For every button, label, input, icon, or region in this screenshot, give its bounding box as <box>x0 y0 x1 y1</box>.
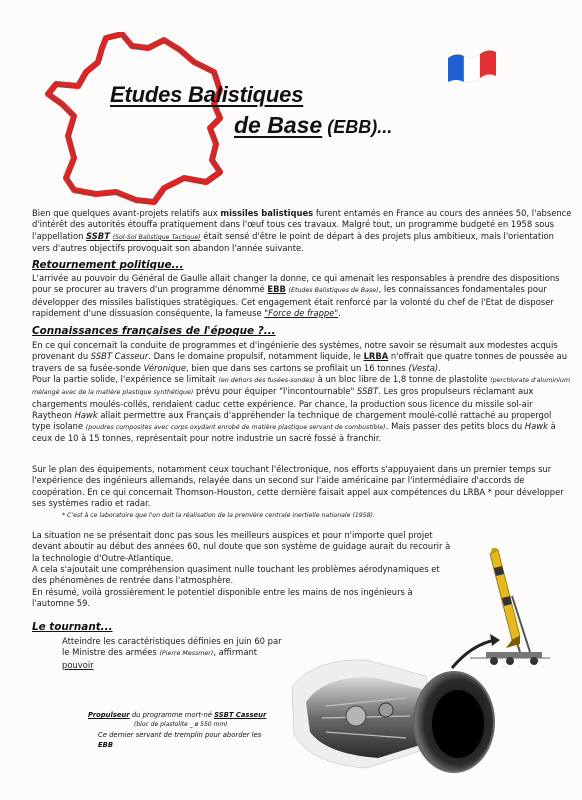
retournement-ebb-def: (Etudes Balistiques de Base) <box>288 287 379 295</box>
connaissances-paragraph-f: En résumé, voilà grossièrement le potentiel disponible entre les mains de nos ingénieurs à l'automne 59. <box>32 587 413 609</box>
intro-text: était sensé d'être le point de départ à des projets plus ambitieux, mais l'orientation vers d'autres objectifs provoquait son abandon l'année suivante. <box>32 230 554 253</box>
retournement-paragraph <box>32 273 572 319</box>
hawk: Hawk <box>524 421 548 432</box>
france-map-icon <box>44 32 234 212</box>
connaissances-text: . <box>438 362 441 373</box>
title-suffix: (EBB)... <box>322 117 393 137</box>
connaissances-text: . Mais passer des petits blocs du <box>385 421 525 432</box>
caption-line3 <box>88 730 278 750</box>
ssbt-casseur: SSBT Casseur <box>90 351 149 362</box>
caption-text: du programme mort-né <box>129 711 215 719</box>
connaissances-text: n'offrait que quatre tonnes de poussée au travers de sa fusée-sonde <box>32 351 568 373</box>
connaissances-text: . Les gros propulseurs réclamant aux chargements moulés-collés, rendaient caduc cette expérience. Par chance, la production sous licence du missile sol-air Raytheon <box>32 386 534 420</box>
connaissances-text: Pour la partie solide, l'expérience se limitait <box>32 374 219 384</box>
retournement-text: , les connaissances fondamentales pour développer des missiles balistiques stratégiques. Cet engagement était renforcé par la volonté du chef de l'Etat de disposer rapidement d'une dissuasion conséquente, la fameuse <box>32 284 554 318</box>
aside-note: (en dehors des fusées-sondes) <box>218 377 315 384</box>
intro-bold: missiles balistiques <box>220 208 314 218</box>
connaissances-text: allait permettre aux Français d'appréhender la technique de chargement moulé-collé rattaché au propergol type isolane <box>32 409 552 432</box>
retournement-text: L'arrivée au pouvoir du Général de Gaulle allait changer la donne, ce qui amenait les responsables à prendre des dispositions pour se procurer au travers d'un programme dénommé <box>32 273 560 295</box>
retournement-ebb: EBB <box>267 284 286 295</box>
intro-text: furent entamés en France au cours des années 50, l'absence d'intérêt des autorités étouffa pratiquement dans l'œuf tous ces travaux. Malgré tout, un programme budgeté en 1958 sous l'appellation <box>32 208 572 241</box>
section-heading-tournant: Le tournant... <box>32 621 113 633</box>
connaissances-text: Sur le plan des équipements, notamment ceux touchant l'électronique, nos efforts s'appuyaient dans un premier temps sur l'expérience des ingénieurs allemands, relayée dans un second sur l'aide américaine par l'intermédiaire d'accords de coopération. En ce qui concernait Thomson-Houston, cette dernière faisait appel aux compétences du LRBA * pour développer ses systèmes radio et radar. <box>32 464 564 508</box>
messmer: (Pierre Messmer) <box>159 650 214 658</box>
footnote-lrba: * C'est à ce laboratoire que l'on doit la réalisation de la première centrale inertielle nationale (1958). <box>62 512 375 519</box>
connaissances-paragraph-e: A cela s'ajoutait une compréhension quasiment nulle touchant les problèmes aérodynamiques et des phénomènes de rentrée dans l'atmosphère. <box>32 564 440 586</box>
connaissances-text: à ceux de 10 à 15 tonnes, représentait pour notre industrie un sacré fossé à franchir. <box>32 421 556 444</box>
intro-paragraph <box>32 208 572 254</box>
connaissances-paragraph-d: La situation ne se présentait donc pas sous les meilleurs auspices et pour n'importe quel projet devant aboutir au début des années 60, nul doute que son système de guidage aurait du recourir à la technologie d'Outre-Atlantique. <box>32 530 451 563</box>
connaissances-text: à un bloc libre de 1,8 tonne de plastolite <box>314 374 491 384</box>
lrba: LRBA <box>363 351 389 362</box>
ssbt: SSBT <box>357 386 379 397</box>
hawk: Hawk <box>74 409 98 420</box>
tournant-paragraph <box>62 636 284 671</box>
connaissances-text: , bien que dans ses cartons se profilait un 16 tonnes <box>185 362 409 373</box>
title-main: de Base <box>234 112 323 138</box>
connaissances-paragraph-c <box>32 464 572 509</box>
tournant-text: Atteindre les caractéristiques définies en juin 60 par le Ministre des armées <box>62 636 282 658</box>
connaissances-text: prévu pour équiper "l'incontournable" <box>193 386 358 397</box>
tournant-text: pouvoir <box>62 659 94 670</box>
caption-ebb: EBB <box>98 741 114 749</box>
aside-note: (poudres composites avec corps oxydant enrobé de matière plastique servant de combustible) <box>85 424 386 432</box>
caption-ssbt-casseur: SSBT Casseur <box>214 711 267 719</box>
section-heading-retournement: Retournement politique... <box>32 259 184 271</box>
intro-ssbt-def: (Sol-Sol Balistique Tactique) <box>112 233 201 241</box>
page-title-line2 <box>234 112 392 139</box>
caption-propulseur: Propulseur <box>88 711 130 719</box>
page-title-line1: Etudes Balistiques <box>110 82 304 107</box>
intro-ssbt: SSBT <box>86 230 110 241</box>
tournant-text: , affirmant <box>213 647 258 658</box>
section-heading-connaissances: Connaissances françaises de l'époque ?... <box>32 325 276 337</box>
propulsion-motor-photo <box>286 646 500 776</box>
retournement-text: . <box>338 307 341 318</box>
connaissances-paragraph-a <box>32 340 572 374</box>
connaissances-text: . Dans le domaine propulsif, notamment liquide, le <box>148 351 364 362</box>
intro-text: Bien que quelques avant-projets relatifs aux <box>32 208 221 218</box>
photo-caption <box>88 710 278 750</box>
caption-line2: (bloc de plastolite _ ø 550 mm) <box>134 721 228 728</box>
french-flag-icon <box>446 48 498 84</box>
caption-text: Ce dernier servant de tremplin pour aborder les <box>98 731 262 739</box>
veronique: Véronique <box>143 362 186 373</box>
aside-note: (perchlorate d'aluminium mélangé avec de la matière plastique synthétique) <box>32 377 571 397</box>
vesta: (Vesta) <box>408 362 439 373</box>
connaissances-paragraph-b <box>32 374 572 445</box>
force-de-frappe: "Force de frappe" <box>264 307 339 318</box>
connaissances-text: En ce qui concernait la conduite de programmes et d'ingénierie des systèmes, notre savoir se résumait aux modestes acquis provenant du <box>32 340 558 362</box>
caption-line1 <box>88 710 278 720</box>
